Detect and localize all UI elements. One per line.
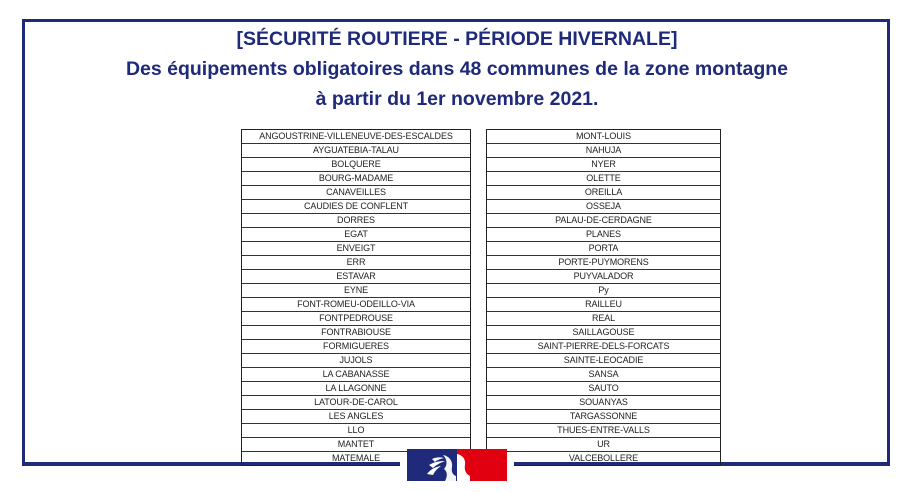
commune-left-row: FONT-ROMEU-ODEILLO-VIA	[242, 298, 470, 312]
commune-right-row: OLETTE	[487, 172, 720, 186]
announcement-heading	[0, 24, 914, 114]
commune-right-row: SAINTE-LEOCADIE	[487, 354, 720, 368]
commune-right-row: NYER	[487, 158, 720, 172]
commune-left-row: LA LLAGONNE	[242, 382, 470, 396]
commune-left-row: DORRES	[242, 214, 470, 228]
commune-right-row: MONT-LOUIS	[487, 130, 720, 144]
commune-left-row: CAUDIES DE CONFLENT	[242, 200, 470, 214]
commune-left-row: FONTPEDROUSE	[242, 312, 470, 326]
commune-left-row: EYNE	[242, 284, 470, 298]
commune-right-row: SAUTO	[487, 382, 720, 396]
commune-left-row: ANGOUSTRINE-VILLENEUVE-DES-ESCALDES	[242, 130, 470, 144]
commune-left-row: LATOUR-DE-CAROL	[242, 396, 470, 410]
commune-left-row: FONTRABIOUSE	[242, 326, 470, 340]
commune-right-row: PORTA	[487, 242, 720, 256]
marianne-hair-icon	[457, 449, 507, 481]
communes-list-left	[241, 129, 471, 466]
logo-blue-panel	[407, 449, 457, 481]
commune-left-row: MANTET	[242, 438, 470, 452]
commune-left-row: LA CABANASSE	[242, 368, 470, 382]
heading-date: à partir du 1er novembre 2021.	[315, 88, 599, 110]
commune-right-row: SAINT-PIERRE-DELS-FORCATS	[487, 340, 720, 354]
commune-left-row: ESTAVAR	[242, 270, 470, 284]
commune-left-row: CANAVEILLES	[242, 186, 470, 200]
commune-right-row: PORTE-PUYMORENS	[487, 256, 720, 270]
commune-right-row: SANSA	[487, 368, 720, 382]
logo-red-panel	[457, 449, 507, 481]
commune-right-row: PLANES	[487, 228, 720, 242]
heading-title: [SÉCURITÉ ROUTIERE - PÉRIODE HIVERNALE]	[236, 28, 678, 50]
heading-subtitle: Des équipements obligatoires dans 48 communes de la zone montagne	[125, 58, 789, 80]
communes-list-right	[486, 129, 721, 466]
commune-left-row: BOLQUERE	[242, 158, 470, 172]
commune-left-row: MATEMALE	[331, 453, 381, 463]
commune-left-row: LES ANGLES	[242, 410, 470, 424]
commune-right-row: UR	[487, 438, 720, 452]
commune-left-row: JUJOLS	[242, 354, 470, 368]
commune-right-row: TARGASSONNE	[487, 410, 720, 424]
commune-right-row: OSSEJA	[487, 200, 720, 214]
commune-left-row: LLO	[242, 424, 470, 438]
commune-left-row: FORMIGUERES	[242, 340, 470, 354]
commune-right-row: OREILLA	[487, 186, 720, 200]
commune-left-row: BOURG-MADAME	[242, 172, 470, 186]
commune-right-row: SAILLAGOUSE	[487, 326, 720, 340]
commune-right-row: SOUANYAS	[487, 396, 720, 410]
commune-right-row: REAL	[487, 312, 720, 326]
marianne-logo-icon	[407, 449, 507, 481]
commune-right-row: RAILLEU	[487, 298, 720, 312]
commune-right-row: NAHUJA	[487, 144, 720, 158]
commune-right-row: PUYVALADOR	[487, 270, 720, 284]
commune-right-row: Py	[487, 284, 720, 298]
commune-right-row: VALCEBOLLERE	[568, 453, 639, 463]
commune-left-row: EGAT	[242, 228, 470, 242]
commune-right-row: PALAU-DE-CERDAGNE	[487, 214, 720, 228]
commune-left-row: ERR	[242, 256, 470, 270]
commune-right-row: THUES-ENTRE-VALLS	[487, 424, 720, 438]
commune-left-row: AYGUATEBIA-TALAU	[242, 144, 470, 158]
commune-left-row: ENVEIGT	[242, 242, 470, 256]
marianne-profile-icon	[407, 449, 457, 481]
